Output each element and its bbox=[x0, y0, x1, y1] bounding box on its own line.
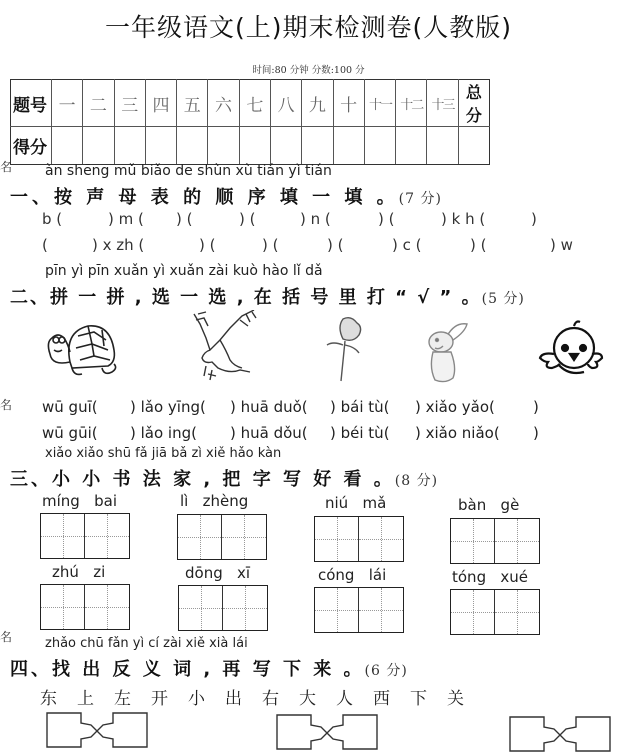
grid-pinyin: míng bai bbox=[42, 492, 118, 510]
col-header: 一 bbox=[52, 80, 83, 127]
antonym-char: 西 bbox=[373, 689, 390, 709]
antonym-char: 小 bbox=[188, 689, 205, 709]
margin-mark: 名 bbox=[0, 160, 13, 174]
blank-slot[interactable]: ) w bbox=[550, 236, 573, 254]
score-cell[interactable] bbox=[177, 127, 208, 165]
score-cell[interactable] bbox=[208, 127, 239, 165]
antonym-char: 开 bbox=[151, 689, 168, 709]
section4-points: (6 分) bbox=[364, 663, 408, 679]
antonym-char: 关 bbox=[447, 689, 464, 709]
section2-pinyin: pīn yì pīn xuǎn yì xuǎn zài kuò hào lǐ dǎ bbox=[45, 263, 323, 279]
margin-mark: 名 bbox=[0, 630, 13, 644]
flower-icon bbox=[325, 315, 365, 383]
col-header: 五 bbox=[177, 80, 208, 127]
antonym-pair-box[interactable] bbox=[45, 711, 149, 749]
col-header: 十三 bbox=[427, 80, 458, 127]
section4-pinyin: zhǎo chū fǎn yì cí zài xiě xià lái bbox=[45, 636, 248, 651]
exam-info: 时间:80 分钟 分数:100 分 bbox=[252, 65, 365, 76]
grid-pinyin: bàn gè bbox=[458, 496, 520, 514]
blank-slot[interactable]: ) n ( bbox=[300, 210, 331, 228]
section3-title: 三、小 小 书 法 家 , 把 字 写 好 看 。 bbox=[10, 469, 395, 490]
section3-points: (8 分) bbox=[394, 473, 439, 489]
col-header: 二 bbox=[83, 80, 114, 127]
score-cell[interactable] bbox=[427, 127, 458, 165]
col-header: 十 bbox=[333, 80, 364, 127]
score-cell[interactable] bbox=[83, 127, 114, 165]
writing-grid[interactable] bbox=[178, 585, 268, 631]
blank-slot[interactable]: ) ( bbox=[199, 236, 216, 254]
col-header: 九 bbox=[302, 80, 333, 127]
choice-slot[interactable]: ) xiǎo yǎo( bbox=[415, 398, 495, 416]
grid-pinyin: dōng xī bbox=[185, 564, 251, 582]
section1-pinyin: àn shēng mǔ biǎo de shùn xù tián yì tián bbox=[45, 163, 332, 179]
blank-slot[interactable]: ) c ( bbox=[392, 236, 422, 254]
antonym-pair-box[interactable] bbox=[508, 715, 612, 753]
score-cell[interactable] bbox=[239, 127, 270, 165]
section1-heading bbox=[10, 183, 442, 209]
score-cell[interactable] bbox=[52, 127, 83, 165]
score-cell[interactable] bbox=[396, 127, 427, 165]
writing-grid[interactable] bbox=[40, 584, 130, 630]
choice-slot[interactable]: ) huā dǒu( bbox=[230, 424, 308, 442]
choice-slot[interactable]: ) bái tù( bbox=[330, 398, 390, 416]
section1-line2 bbox=[42, 236, 587, 254]
blank-slot[interactable]: ) ( bbox=[470, 236, 487, 254]
blank-slot[interactable]: ( bbox=[42, 236, 48, 254]
section3-heading bbox=[10, 465, 438, 491]
blank-slot[interactable]: ) k h ( bbox=[441, 210, 486, 228]
antonym-char: 下 bbox=[410, 689, 427, 709]
section1-points: (7 分) bbox=[398, 191, 442, 207]
blank-slot[interactable]: ) ( bbox=[239, 210, 256, 228]
antonym-pair-box[interactable] bbox=[275, 713, 379, 751]
margin-mark: 名 bbox=[0, 398, 13, 412]
score-cell[interactable] bbox=[302, 127, 333, 165]
choice-slot[interactable]: ) bbox=[533, 398, 539, 416]
col-header: 八 bbox=[270, 80, 301, 127]
eagle-icon bbox=[190, 310, 260, 382]
score-row bbox=[11, 127, 490, 165]
row-label-score: 得分 bbox=[11, 127, 52, 165]
score-cell[interactable] bbox=[333, 127, 364, 165]
writing-grid[interactable] bbox=[314, 516, 404, 562]
antonym-char: 右 bbox=[262, 689, 279, 709]
col-header: 六 bbox=[208, 80, 239, 127]
antonym-char: 出 bbox=[225, 689, 242, 709]
antonym-char: 上 bbox=[77, 689, 94, 709]
section1-title: 一、按 声 母 表 的 顺 序 填 一 填 。 bbox=[10, 187, 399, 208]
score-cell[interactable] bbox=[114, 127, 145, 165]
writing-grid[interactable] bbox=[177, 514, 267, 560]
section2-line2 bbox=[42, 424, 602, 442]
antonym-char: 左 bbox=[114, 689, 131, 709]
choice-slot[interactable]: wū guī( bbox=[42, 398, 98, 416]
blank-slot[interactable]: ) bbox=[531, 210, 537, 228]
section4-heading bbox=[10, 655, 408, 681]
score-cell[interactable] bbox=[364, 127, 395, 165]
antonym-chars bbox=[40, 684, 484, 709]
writing-grid[interactable] bbox=[450, 589, 540, 635]
antonym-char: 人 bbox=[336, 689, 353, 709]
blank-slot[interactable]: b ( bbox=[42, 210, 63, 228]
section2-line1 bbox=[42, 398, 602, 416]
col-header: 十二 bbox=[396, 80, 427, 127]
choice-slot[interactable]: ) lǎo ing( bbox=[130, 424, 197, 442]
section1-line1 bbox=[42, 210, 587, 228]
score-cell[interactable] bbox=[145, 127, 176, 165]
grid-pinyin: niú mǎ bbox=[325, 494, 387, 512]
writing-grid[interactable] bbox=[314, 587, 404, 633]
grid-pinyin: lì zhèng bbox=[180, 492, 249, 510]
grid-pinyin: cóng lái bbox=[318, 566, 387, 584]
grid-pinyin: zhú zi bbox=[52, 563, 106, 581]
col-header: 十一 bbox=[364, 80, 395, 127]
blank-slot[interactable]: ) ( bbox=[262, 236, 279, 254]
writing-grid[interactable] bbox=[40, 513, 130, 559]
blank-slot[interactable]: ) ( bbox=[327, 236, 344, 254]
blank-slot[interactable]: ) m ( bbox=[108, 210, 144, 228]
col-header: 三 bbox=[114, 80, 145, 127]
antonym-char: 大 bbox=[299, 689, 316, 709]
choice-slot[interactable]: wū gūi( bbox=[42, 424, 98, 442]
score-cell-total[interactable] bbox=[458, 127, 489, 165]
choice-slot[interactable]: ) bbox=[533, 424, 539, 442]
score-table bbox=[10, 79, 490, 165]
antonym-char: 东 bbox=[40, 689, 57, 709]
choice-slot[interactable]: ) huā duǒ( bbox=[230, 398, 308, 416]
rabbit-icon bbox=[425, 318, 470, 384]
grid-pinyin: tóng xué bbox=[452, 568, 529, 586]
section2-title: 二、拼 一 拼 , 选 一 选 , 在 括 号 里 打 “ √ ” 。 bbox=[10, 287, 482, 308]
choice-slot[interactable]: ) béi tù( bbox=[330, 424, 390, 442]
chick-icon bbox=[538, 318, 604, 382]
section2-points: (5 分) bbox=[481, 291, 525, 307]
turtle-icon bbox=[42, 318, 122, 380]
section4-title: 四、找 出 反 义 词 , 再 写 下 来 。 bbox=[10, 659, 365, 680]
blank-slot[interactable]: ) ( bbox=[176, 210, 193, 228]
score-cell[interactable] bbox=[270, 127, 301, 165]
question-number-row bbox=[11, 80, 490, 127]
choice-slot[interactable]: ) lǎo yīng( bbox=[130, 398, 206, 416]
writing-grid[interactable] bbox=[450, 518, 540, 564]
col-header: 七 bbox=[239, 80, 270, 127]
choice-slot[interactable]: ) xiǎo niǎo( bbox=[415, 424, 500, 442]
blank-slot[interactable]: ) x zh ( bbox=[92, 236, 145, 254]
col-header-total: 总分 bbox=[458, 80, 489, 127]
blank-slot[interactable]: ) ( bbox=[378, 210, 395, 228]
section3-pinyin: xiǎo xiǎo shū fǎ jiā bǎ zì xiě hǎo kàn bbox=[45, 446, 282, 461]
col-header: 四 bbox=[145, 80, 176, 127]
page-title: 一年级语文(上)期末检测卷(人教版) bbox=[104, 13, 512, 42]
section2-heading bbox=[10, 283, 525, 309]
row-label-question: 题号 bbox=[11, 80, 52, 127]
